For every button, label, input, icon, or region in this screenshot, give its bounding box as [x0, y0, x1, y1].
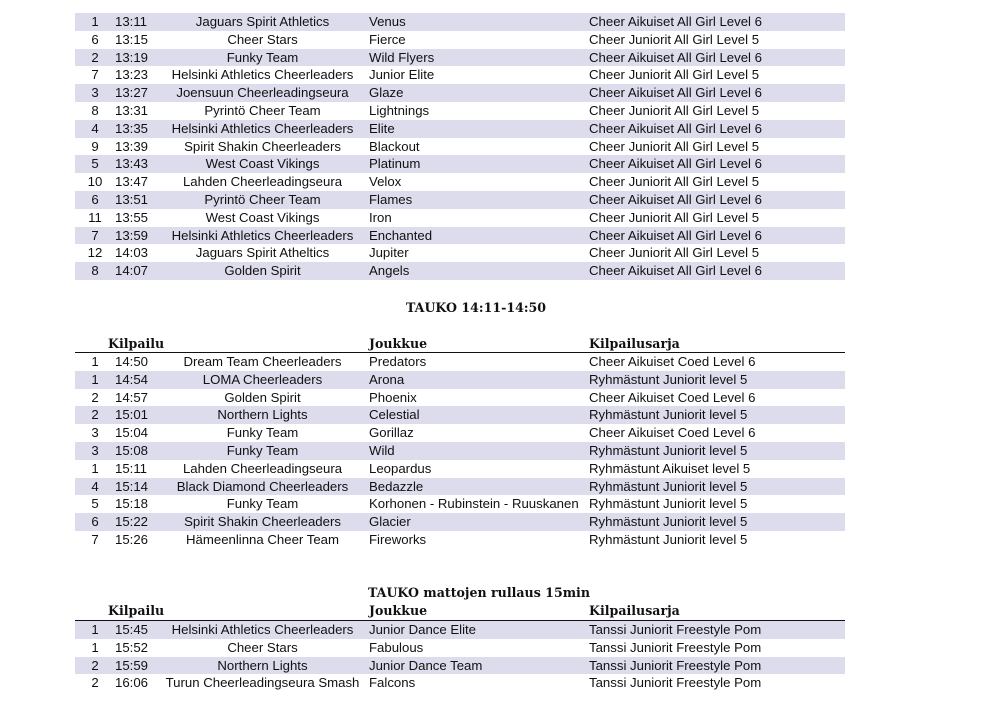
cell-number: 2 [91, 657, 99, 673]
table-row [75, 621, 845, 639]
cell-number: 9 [91, 138, 99, 154]
cell-time: 13:31 [115, 102, 149, 118]
cell-series: Ryhmästunt Aikuiset level 5 [589, 460, 751, 476]
cell-time: 14:57 [115, 389, 149, 405]
table-rows [75, 353, 845, 549]
cell-series: Cheer Aikuiset All Girl Level 6 [589, 263, 762, 279]
cell-club: Black Diamond Cheerleaders [176, 478, 349, 494]
cell-club: Funky Team [226, 425, 299, 441]
cell-time: 16:06 [115, 675, 149, 691]
cell-number: 6 [91, 31, 99, 47]
table-row [75, 84, 845, 102]
cell-time: 14:07 [115, 263, 149, 279]
cell-series: Cheer Juniorit All Girl Level 5 [589, 31, 760, 47]
schedule-table-2 [75, 353, 845, 549]
cell-team: Jupiter [369, 245, 409, 261]
header-kilpailu: Kilpailu [108, 336, 165, 351]
cell-club: Spirit Shakin Cheerleaders [184, 138, 341, 154]
table-row [75, 657, 845, 675]
cell-number: 10 [87, 174, 103, 190]
table-row [75, 66, 845, 84]
pause-heading-1: TAUKO 14:11-14:50 [406, 300, 547, 315]
cell-time: 13:11 [115, 14, 148, 29]
cell-time: 15:11 [115, 460, 148, 476]
cell-time: 15:18 [115, 496, 149, 512]
cell-club: Turun Cheerleadingseura Smash [165, 675, 360, 691]
cell-number: 2 [91, 49, 99, 65]
cell-time: 13:39 [115, 138, 149, 154]
cell-club: Lahden Cheerleadingseura [182, 174, 343, 190]
cell-number: 11 [88, 209, 102, 225]
cell-club: Dream Team Cheerleaders [183, 354, 342, 369]
cell-series: Cheer Aikuiset All Girl Level 6 [589, 120, 762, 136]
cell-number: 7 [91, 531, 99, 547]
cell-club: Lahden Cheerleadingseura [182, 460, 343, 476]
cell-time: 13:47 [115, 174, 149, 190]
table-rows [75, 621, 845, 692]
table-row [75, 262, 845, 280]
cell-club: Funky Team [226, 49, 299, 65]
cell-time: 13:15 [115, 31, 149, 47]
cell-team: Elite [369, 120, 395, 136]
cell-time: 15:01 [115, 407, 149, 423]
pause-heading-2: TAUKO mattojen rullaus 15min [368, 585, 590, 600]
cell-club: West Coast Vikings [205, 156, 320, 172]
table-row [75, 155, 845, 173]
table-row [75, 442, 845, 460]
cell-number: 1 [91, 639, 99, 655]
cell-club: Pyrintö Cheer Team [204, 102, 321, 118]
cell-club: Northern Lights [217, 407, 308, 423]
cell-series: Cheer Aikuiset Coed Level 6 [589, 354, 756, 369]
cell-club: West Coast Vikings [205, 209, 320, 225]
cell-series: Cheer Juniorit All Girl Level 5 [589, 67, 760, 83]
cell-team: Falcons [369, 675, 416, 691]
table-row [75, 424, 845, 442]
cell-time: 13:43 [115, 156, 149, 172]
cell-number: 5 [91, 496, 99, 512]
cell-series: Cheer Aikuiset All Girl Level 6 [589, 85, 762, 101]
cell-time: 15:52 [115, 639, 149, 655]
cell-time: 14:54 [115, 371, 149, 387]
cell-time: 13:23 [115, 67, 149, 83]
cell-time: 15:22 [115, 514, 149, 530]
cell-number: 1 [91, 371, 99, 387]
cell-team: Blackout [369, 138, 420, 154]
cell-number: 1 [91, 354, 99, 369]
table-row [75, 31, 845, 49]
table-header-3 [75, 601, 845, 619]
table-row [75, 209, 845, 227]
cell-team: Glaze [369, 85, 404, 101]
cell-series: Ryhmästunt Juniorit level 5 [589, 442, 748, 458]
table-row [75, 478, 845, 496]
table-row [75, 495, 845, 513]
cell-club: Pyrintö Cheer Team [204, 191, 321, 207]
cell-team: Celestial [369, 407, 420, 423]
cell-club: Northern Lights [217, 657, 308, 673]
cell-number: 7 [91, 67, 99, 83]
cell-team: Junior Elite [369, 67, 435, 83]
cell-team: Wild Flyers [369, 49, 435, 65]
cell-series: Ryhmästunt Juniorit level 5 [589, 371, 748, 387]
cell-number: 12 [87, 245, 103, 261]
table-row [75, 120, 845, 138]
header-kilpailusarja: Kilpailusarja [589, 603, 680, 618]
cell-number: 2 [91, 389, 99, 405]
cell-team: Angels [369, 263, 410, 279]
cell-club: Funky Team [226, 442, 299, 458]
header-joukkue: Joukkue [369, 336, 428, 351]
cell-time: 14:50 [115, 354, 149, 369]
cell-team: Fabulous [369, 639, 424, 655]
cell-series: Tanssi Juniorit Freestyle Pom [589, 675, 762, 691]
header-kilpailusarja: Kilpailusarja [589, 336, 680, 351]
table-row [75, 102, 845, 120]
schedule-table-3 [75, 620, 845, 692]
cell-number: 3 [91, 425, 99, 441]
cell-club: Golden Spirit [224, 389, 301, 405]
cell-team: Enchanted [369, 227, 433, 243]
cell-team: Junior Dance Elite [369, 622, 477, 637]
cell-series: Cheer Juniorit All Girl Level 5 [589, 102, 760, 118]
cell-time: 15:59 [115, 657, 149, 673]
cell-series: Ryhmästunt Juniorit level 5 [589, 531, 748, 547]
table-row [75, 173, 845, 191]
cell-time: 14:03 [115, 245, 149, 261]
cell-team: Phoenix [369, 389, 417, 405]
cell-club: Joensuun Cheerleadingseura [176, 85, 349, 101]
cell-club: LOMA Cheerleaders [202, 371, 323, 387]
cell-time: 13:51 [115, 191, 149, 207]
cell-number: 6 [91, 514, 99, 530]
cell-team: Platinum [369, 156, 421, 172]
cell-number: 7 [91, 227, 99, 243]
cell-series: Cheer Aikuiset All Girl Level 6 [589, 191, 762, 207]
cell-club: Jaguars Spirit Athletics [195, 14, 330, 29]
cell-club: Cheer Stars [227, 31, 298, 47]
cell-number: 4 [91, 478, 99, 494]
table-row [75, 353, 845, 371]
cell-team: Arona [369, 371, 405, 387]
cell-team: Predators [369, 354, 427, 369]
cell-team: Lightnings [369, 102, 430, 118]
cell-series: Ryhmästunt Juniorit level 5 [589, 514, 748, 530]
table-header-2 [75, 334, 845, 353]
cell-series: Tanssi Juniorit Freestyle Pom [589, 622, 762, 637]
cell-series: Cheer Aikuiset Coed Level 6 [589, 389, 756, 405]
cell-number: 1 [91, 622, 99, 637]
cell-team: Flames [369, 191, 413, 207]
cell-time: 15:26 [115, 531, 149, 547]
cell-team: Bedazzle [369, 478, 424, 494]
cell-series: Cheer Aikuiset All Girl Level 6 [589, 14, 762, 29]
cell-team: Iron [369, 209, 392, 225]
table-row [75, 460, 845, 478]
header-kilpailu: Kilpailu [108, 603, 165, 618]
cell-number: 6 [91, 191, 99, 207]
table-rows [75, 13, 845, 280]
cell-team: Junior Dance Team [369, 657, 483, 673]
table-row [75, 389, 845, 407]
cell-series: Tanssi Juniorit Freestyle Pom [589, 657, 762, 673]
cell-number: 1 [91, 460, 99, 476]
cell-number: 8 [91, 102, 99, 118]
cell-club: Jaguars Spirit Atheltics [195, 245, 330, 261]
cell-team: Wild [369, 442, 395, 458]
cell-time: 13:55 [115, 209, 149, 225]
cell-team: Velox [369, 174, 402, 190]
cell-club: Spirit Shakin Cheerleaders [184, 514, 341, 530]
cell-club: Helsinki Athletics Cheerleaders [171, 120, 354, 136]
cell-series: Cheer Juniorit All Girl Level 5 [589, 138, 760, 154]
cell-team: Leopardus [369, 460, 432, 476]
cell-series: Ryhmästunt Juniorit level 5 [589, 496, 748, 512]
cell-series: Cheer Aikuiset All Girl Level 6 [589, 156, 762, 172]
cell-time: 13:27 [115, 85, 149, 101]
cell-number: 8 [91, 263, 99, 279]
cell-series: Cheer Juniorit All Girl Level 5 [589, 209, 760, 225]
header-joukkue: Joukkue [369, 603, 428, 618]
cell-time: 13:19 [115, 49, 149, 65]
table-row [75, 406, 845, 424]
table-row [75, 191, 845, 209]
table-row [75, 639, 845, 657]
cell-series: Cheer Juniorit All Girl Level 5 [589, 245, 760, 261]
cell-time: 13:59 [115, 227, 149, 243]
cell-time: 15:08 [115, 442, 149, 458]
cell-team: Glacier [369, 514, 411, 530]
cell-team: Korhonen - Rubinstein - Ruuskanen [369, 496, 579, 512]
cell-time: 13:35 [115, 120, 149, 136]
cell-team: Venus [369, 14, 406, 29]
cell-time: 15:14 [115, 478, 149, 494]
cell-series: Cheer Juniorit All Girl Level 5 [589, 174, 760, 190]
cell-club: Golden Spirit [224, 263, 301, 279]
cell-team: Gorillaz [369, 425, 414, 441]
cell-series: Tanssi Juniorit Freestyle Pom [589, 639, 762, 655]
schedule-table-1 [75, 13, 845, 280]
cell-series: Cheer Aikuiset All Girl Level 6 [589, 227, 762, 243]
table-row [75, 244, 845, 262]
table-row [75, 227, 845, 245]
cell-series: Ryhmästunt Juniorit level 5 [589, 478, 748, 494]
cell-series: Cheer Aikuiset All Girl Level 6 [589, 49, 762, 65]
cell-club: Hämeenlinna Cheer Team [186, 531, 339, 547]
table-row [75, 13, 845, 31]
table-row [75, 138, 845, 156]
cell-club: Funky Team [226, 496, 299, 512]
cell-time: 15:04 [115, 425, 149, 441]
cell-team: Fierce [369, 31, 406, 47]
cell-series: Ryhmästunt Juniorit level 5 [589, 407, 748, 423]
cell-club: Helsinki Athletics Cheerleaders [171, 67, 354, 83]
cell-time: 15:45 [115, 622, 149, 637]
cell-team: Fireworks [369, 531, 427, 547]
table-row [75, 531, 845, 549]
cell-number: 3 [91, 85, 99, 101]
cell-series: Cheer Aikuiset Coed Level 6 [589, 425, 756, 441]
cell-number: 5 [91, 156, 99, 172]
table-row [75, 371, 845, 389]
cell-number: 1 [91, 14, 99, 29]
cell-number: 2 [91, 407, 99, 423]
cell-number: 4 [91, 120, 99, 136]
cell-club: Helsinki Athletics Cheerleaders [171, 622, 354, 637]
table-row [75, 674, 845, 692]
cell-club: Cheer Stars [227, 639, 298, 655]
table-row [75, 49, 845, 67]
cell-number: 3 [91, 442, 99, 458]
cell-number: 2 [91, 675, 99, 691]
table-row [75, 513, 845, 531]
cell-club: Helsinki Athletics Cheerleaders [171, 227, 354, 243]
